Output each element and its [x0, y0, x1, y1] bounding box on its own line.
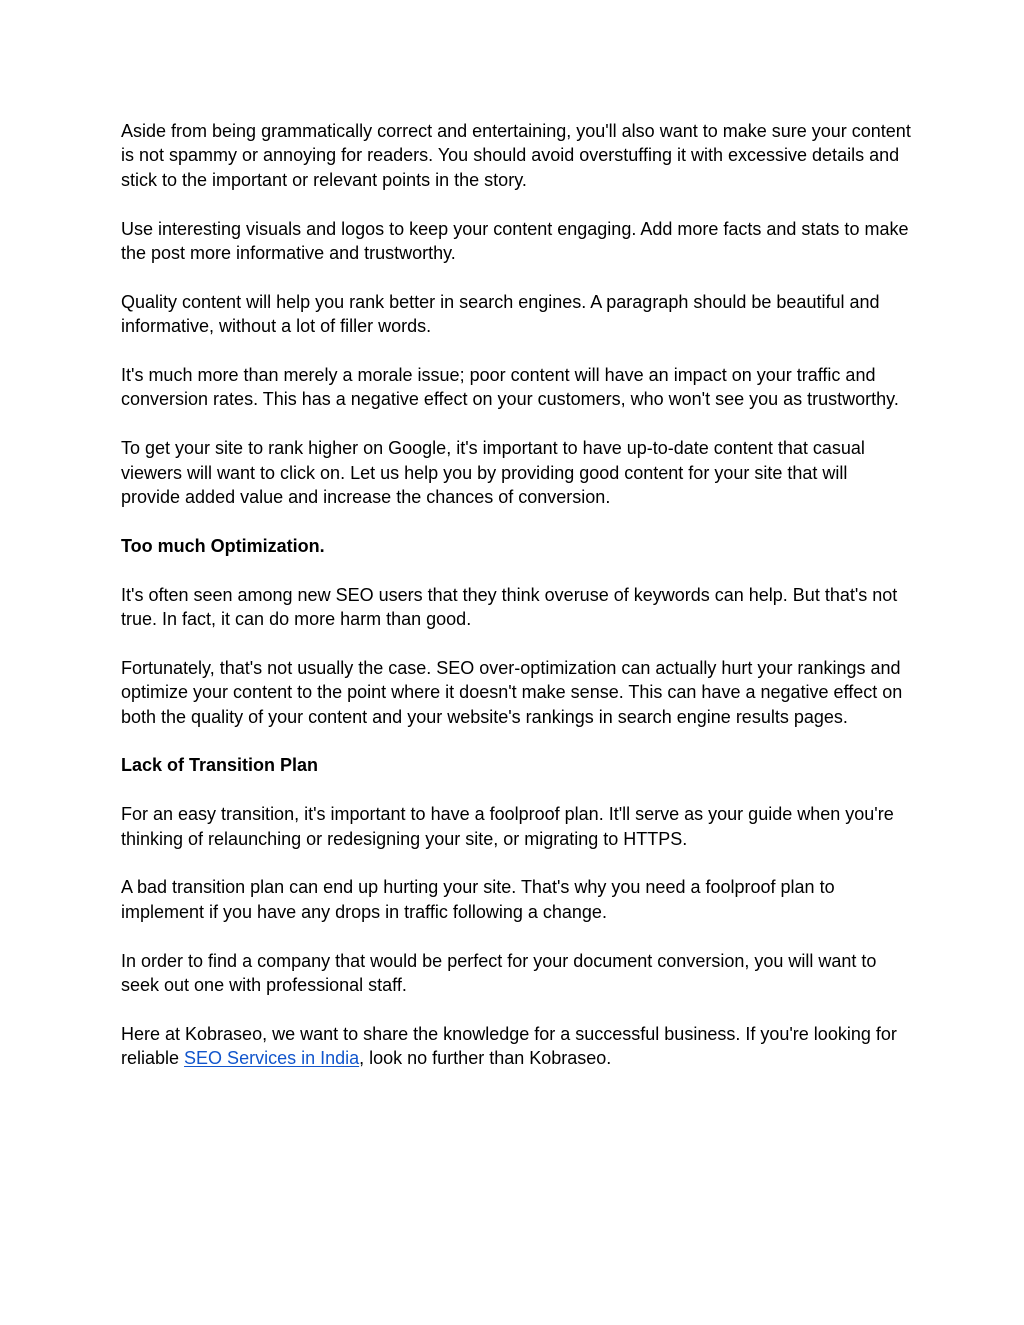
- paragraph-easy-transition: For an easy transition, it's important to have a foolproof plan. It'll serve as your guide when you're thinking of relaunching or redesigning your site, or migrating to HTTPS.: [121, 804, 894, 849]
- heading-lack-of-transition-plan: Lack of Transition Plan: [121, 755, 319, 776]
- seo-services-india-link[interactable]: SEO Services in India: [184, 1048, 360, 1069]
- paragraph-visuals: Use interesting visuals and logos to keep your content engaging. Add more facts and stats to make the post more informative and trustworthy.: [121, 218, 909, 264]
- paragraph-google-ranking: To get your site to rank higher on Google, it's important to have up-to-date content that casual viewers will want to click on. Let us help you by providing good content for your site that will provide added value and increase the chances of conversion.: [121, 438, 865, 508]
- paragraph-over-optimization: Fortunately, that's not usually the case. SEO over-optimization can actually hurt your rankings and optimize your content to the point where it doesn't make sense. This can have a negative effect on both the quality of your content and your website's rankings in search engine results pages.: [121, 657, 903, 727]
- paragraph-keyword-overuse: It's often seen among new SEO users that they think overuse of keywords can help. But that's not true. In fact, it can do more harm than good.: [121, 584, 898, 630]
- paragraph-closing: [121, 1022, 911, 1071]
- paragraph-content-quality: Aside from being grammatically correct and entertaining, you'll also want to make sure your content is not spammy or annoying for readers. You should avoid overstuffing it with excessive details and stick to the important or relevant points in the story.: [121, 121, 911, 190]
- paragraph-poor-content: It's much more than merely a morale issue; poor content will have an impact on your traffic and conversion rates. This has a negative effect on your customers, who won't see you as trustworthy.: [121, 365, 899, 410]
- closing-text-after-link: , look no further than Kobraseo.: [359, 1048, 612, 1069]
- closing-text-before-link: Here at Kobraseo, we want to share the knowledge for a successful business. If you're looking for reliable: [121, 1023, 897, 1069]
- paragraph-find-company: In order to find a company that would be perfect for your document conversion, you will want to seek out one with professional staff.: [121, 950, 877, 996]
- paragraph-search-ranking: Quality content will help you rank better in search engines. A paragraph should be beautiful and informative, without a lot of filler words.: [121, 291, 880, 337]
- heading-too-much-optimization: Too much Optimization.: [121, 535, 325, 556]
- paragraph-bad-transition: A bad transition plan can end up hurting your site. That's why you need a foolproof plan to implement if you have any drops in traffic following a change.: [121, 877, 835, 922]
- document-body: [121, 119, 911, 1095]
